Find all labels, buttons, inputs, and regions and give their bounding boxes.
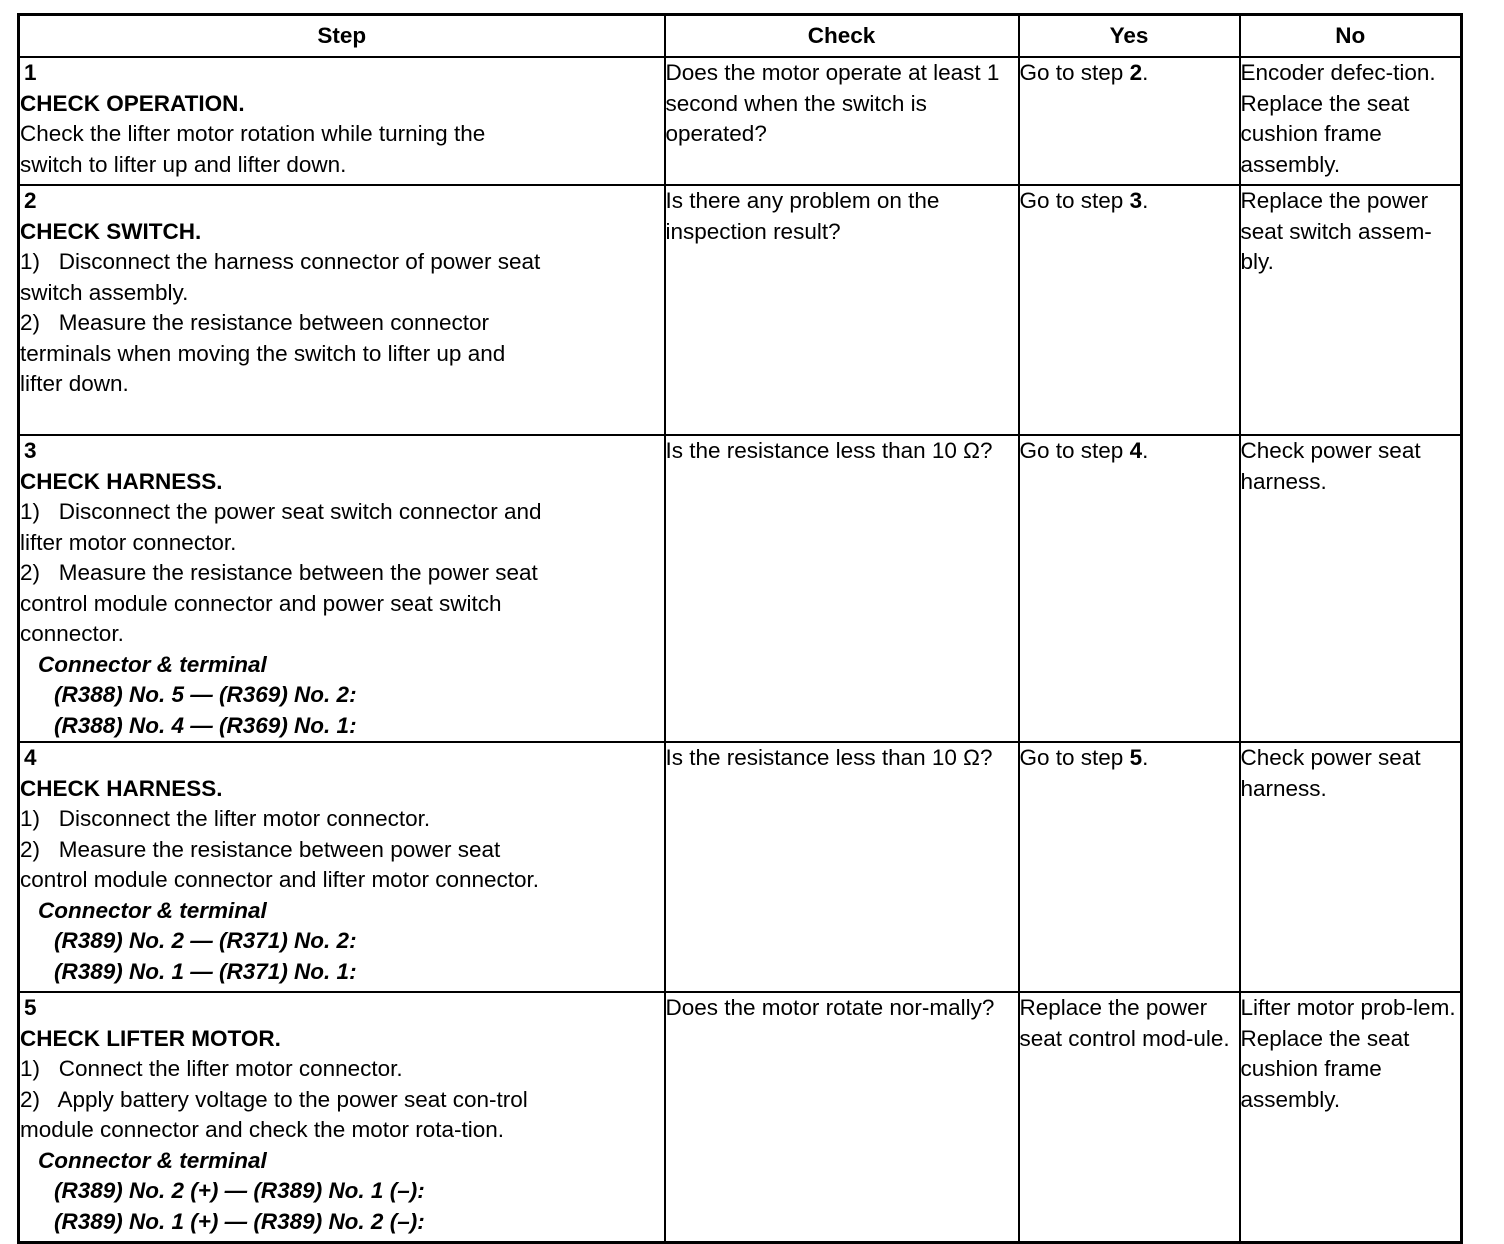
step-instruction: 2) Apply battery voltage to the power seat con-trol module connector and check the motor rota-tion. bbox=[20, 1086, 528, 1142]
yes-suffix: . bbox=[1142, 60, 1149, 85]
connector-terminal-heading: Connector & terminal bbox=[38, 897, 267, 923]
no-cell: Lifter motor prob-lem. Replace the seat cushion frame assembly. bbox=[1240, 992, 1462, 1243]
connector-terminal-line: (R389) No. 2 (+) — (R389) No. 1 (–): bbox=[54, 1178, 425, 1203]
step-instruction: 1) Disconnect the lifter motor connector. bbox=[20, 806, 431, 831]
header-row bbox=[19, 15, 1462, 58]
yes-cell bbox=[1019, 57, 1240, 185]
no-cell: Replace the power seat switch assem-bly. bbox=[1240, 185, 1462, 435]
check-cell: Is the resistance less than 10 Ω? bbox=[665, 742, 1019, 992]
step-body bbox=[20, 217, 542, 400]
header-check: Check bbox=[665, 15, 1019, 58]
step-cell bbox=[19, 57, 665, 185]
yes-text: Go to step bbox=[1019, 60, 1130, 85]
yes-cell bbox=[1019, 992, 1240, 1243]
step-title: CHECK OPERATION. bbox=[20, 90, 245, 116]
step-title: CHECK HARNESS. bbox=[20, 468, 223, 494]
step-number: 5 bbox=[24, 995, 37, 1020]
yes-text: Replace the power seat control mod-ule. bbox=[1019, 995, 1230, 1051]
step-title: CHECK HARNESS. bbox=[20, 775, 223, 801]
yes-suffix: . bbox=[1142, 438, 1149, 463]
step-instruction: 1) Disconnect the power seat switch connector and lifter motor connector. bbox=[20, 499, 542, 555]
connector-terminal-line: (R389) No. 2 — (R371) No. 2: bbox=[54, 928, 357, 953]
check-cell: Is the resistance less than 10 Ω? bbox=[665, 435, 1019, 742]
step-instruction: 2) Measure the resistance between power seat control module connector and lifter motor connector. bbox=[20, 836, 540, 892]
table-row bbox=[19, 435, 1462, 742]
table-row bbox=[19, 185, 1462, 435]
step-instruction: 2) Measure the resistance between connector terminals when moving the switch to lifter up and lifter down. bbox=[20, 310, 506, 396]
table-row bbox=[19, 742, 1462, 992]
step-instruction: 1) Disconnect the harness connector of power seat switch assembly. bbox=[20, 249, 541, 305]
yes-suffix: . bbox=[1142, 745, 1149, 770]
yes-text: Go to step bbox=[1019, 188, 1130, 213]
step-title: CHECK LIFTER MOTOR. bbox=[20, 1025, 281, 1051]
step-cell bbox=[19, 185, 665, 435]
check-cell: Is there any problem on the inspection result? bbox=[665, 185, 1019, 435]
yes-cell bbox=[1019, 435, 1240, 742]
step-number: 2 bbox=[24, 188, 37, 213]
step-cell bbox=[19, 435, 665, 742]
connector-terminal-line: (R389) No. 1 — (R371) No. 1: bbox=[54, 958, 357, 984]
step-instruction: 1) Connect the lifter motor connector. bbox=[20, 1056, 403, 1081]
check-cell: Does the motor operate at least 1 second when the switch is operated? bbox=[665, 57, 1019, 185]
step-body bbox=[20, 1024, 542, 1238]
table-row bbox=[19, 57, 1462, 185]
connector-terminal-heading: Connector & terminal bbox=[38, 651, 267, 677]
yes-step-number: 2 bbox=[1129, 60, 1143, 85]
connector-terminal-line: (R389) No. 1 (+) — (R389) No. 2 (–): bbox=[54, 1208, 425, 1234]
step-cell bbox=[19, 992, 665, 1243]
no-cell: Check power seat harness. bbox=[1240, 435, 1462, 742]
table-row bbox=[19, 992, 1462, 1243]
yes-step-number: 5 bbox=[1129, 745, 1143, 770]
check-cell: Does the motor rotate nor-mally? bbox=[665, 992, 1019, 1243]
connector-terminal-line: (R388) No. 4 — (R369) No. 1: bbox=[54, 712, 357, 738]
yes-step-number: 4 bbox=[1129, 438, 1143, 463]
yes-suffix: . bbox=[1142, 188, 1149, 213]
step-body bbox=[20, 89, 542, 181]
step-number: 1 bbox=[24, 60, 37, 85]
step-number: 3 bbox=[24, 438, 37, 463]
yes-text: Go to step bbox=[1019, 438, 1130, 463]
header-no: No bbox=[1240, 15, 1462, 58]
yes-step-number: 3 bbox=[1129, 188, 1143, 213]
step-number: 4 bbox=[24, 745, 37, 770]
step-body bbox=[20, 467, 542, 742]
no-cell: Check power seat harness. bbox=[1240, 742, 1462, 992]
header-yes: Yes bbox=[1019, 15, 1240, 58]
step-instruction: 2) Measure the resistance between the power seat control module connector and power seat switch connector. bbox=[20, 560, 538, 646]
step-body bbox=[20, 774, 542, 988]
step-title: CHECK SWITCH. bbox=[20, 218, 202, 244]
yes-cell bbox=[1019, 185, 1240, 435]
step-cell bbox=[19, 742, 665, 992]
no-cell: Encoder defec-tion. Replace the seat cushion frame assembly. bbox=[1240, 57, 1462, 185]
yes-text: Go to step bbox=[1019, 745, 1130, 770]
yes-cell bbox=[1019, 742, 1240, 992]
connector-terminal-line: (R388) No. 5 — (R369) No. 2: bbox=[54, 682, 357, 707]
header-step: Step bbox=[19, 15, 665, 58]
step-instruction: Check the lifter motor rotation while turning the switch to lifter up and lifter down. bbox=[20, 121, 486, 177]
diagnostic-table bbox=[17, 13, 1463, 1244]
connector-terminal-heading: Connector & terminal bbox=[38, 1147, 267, 1173]
